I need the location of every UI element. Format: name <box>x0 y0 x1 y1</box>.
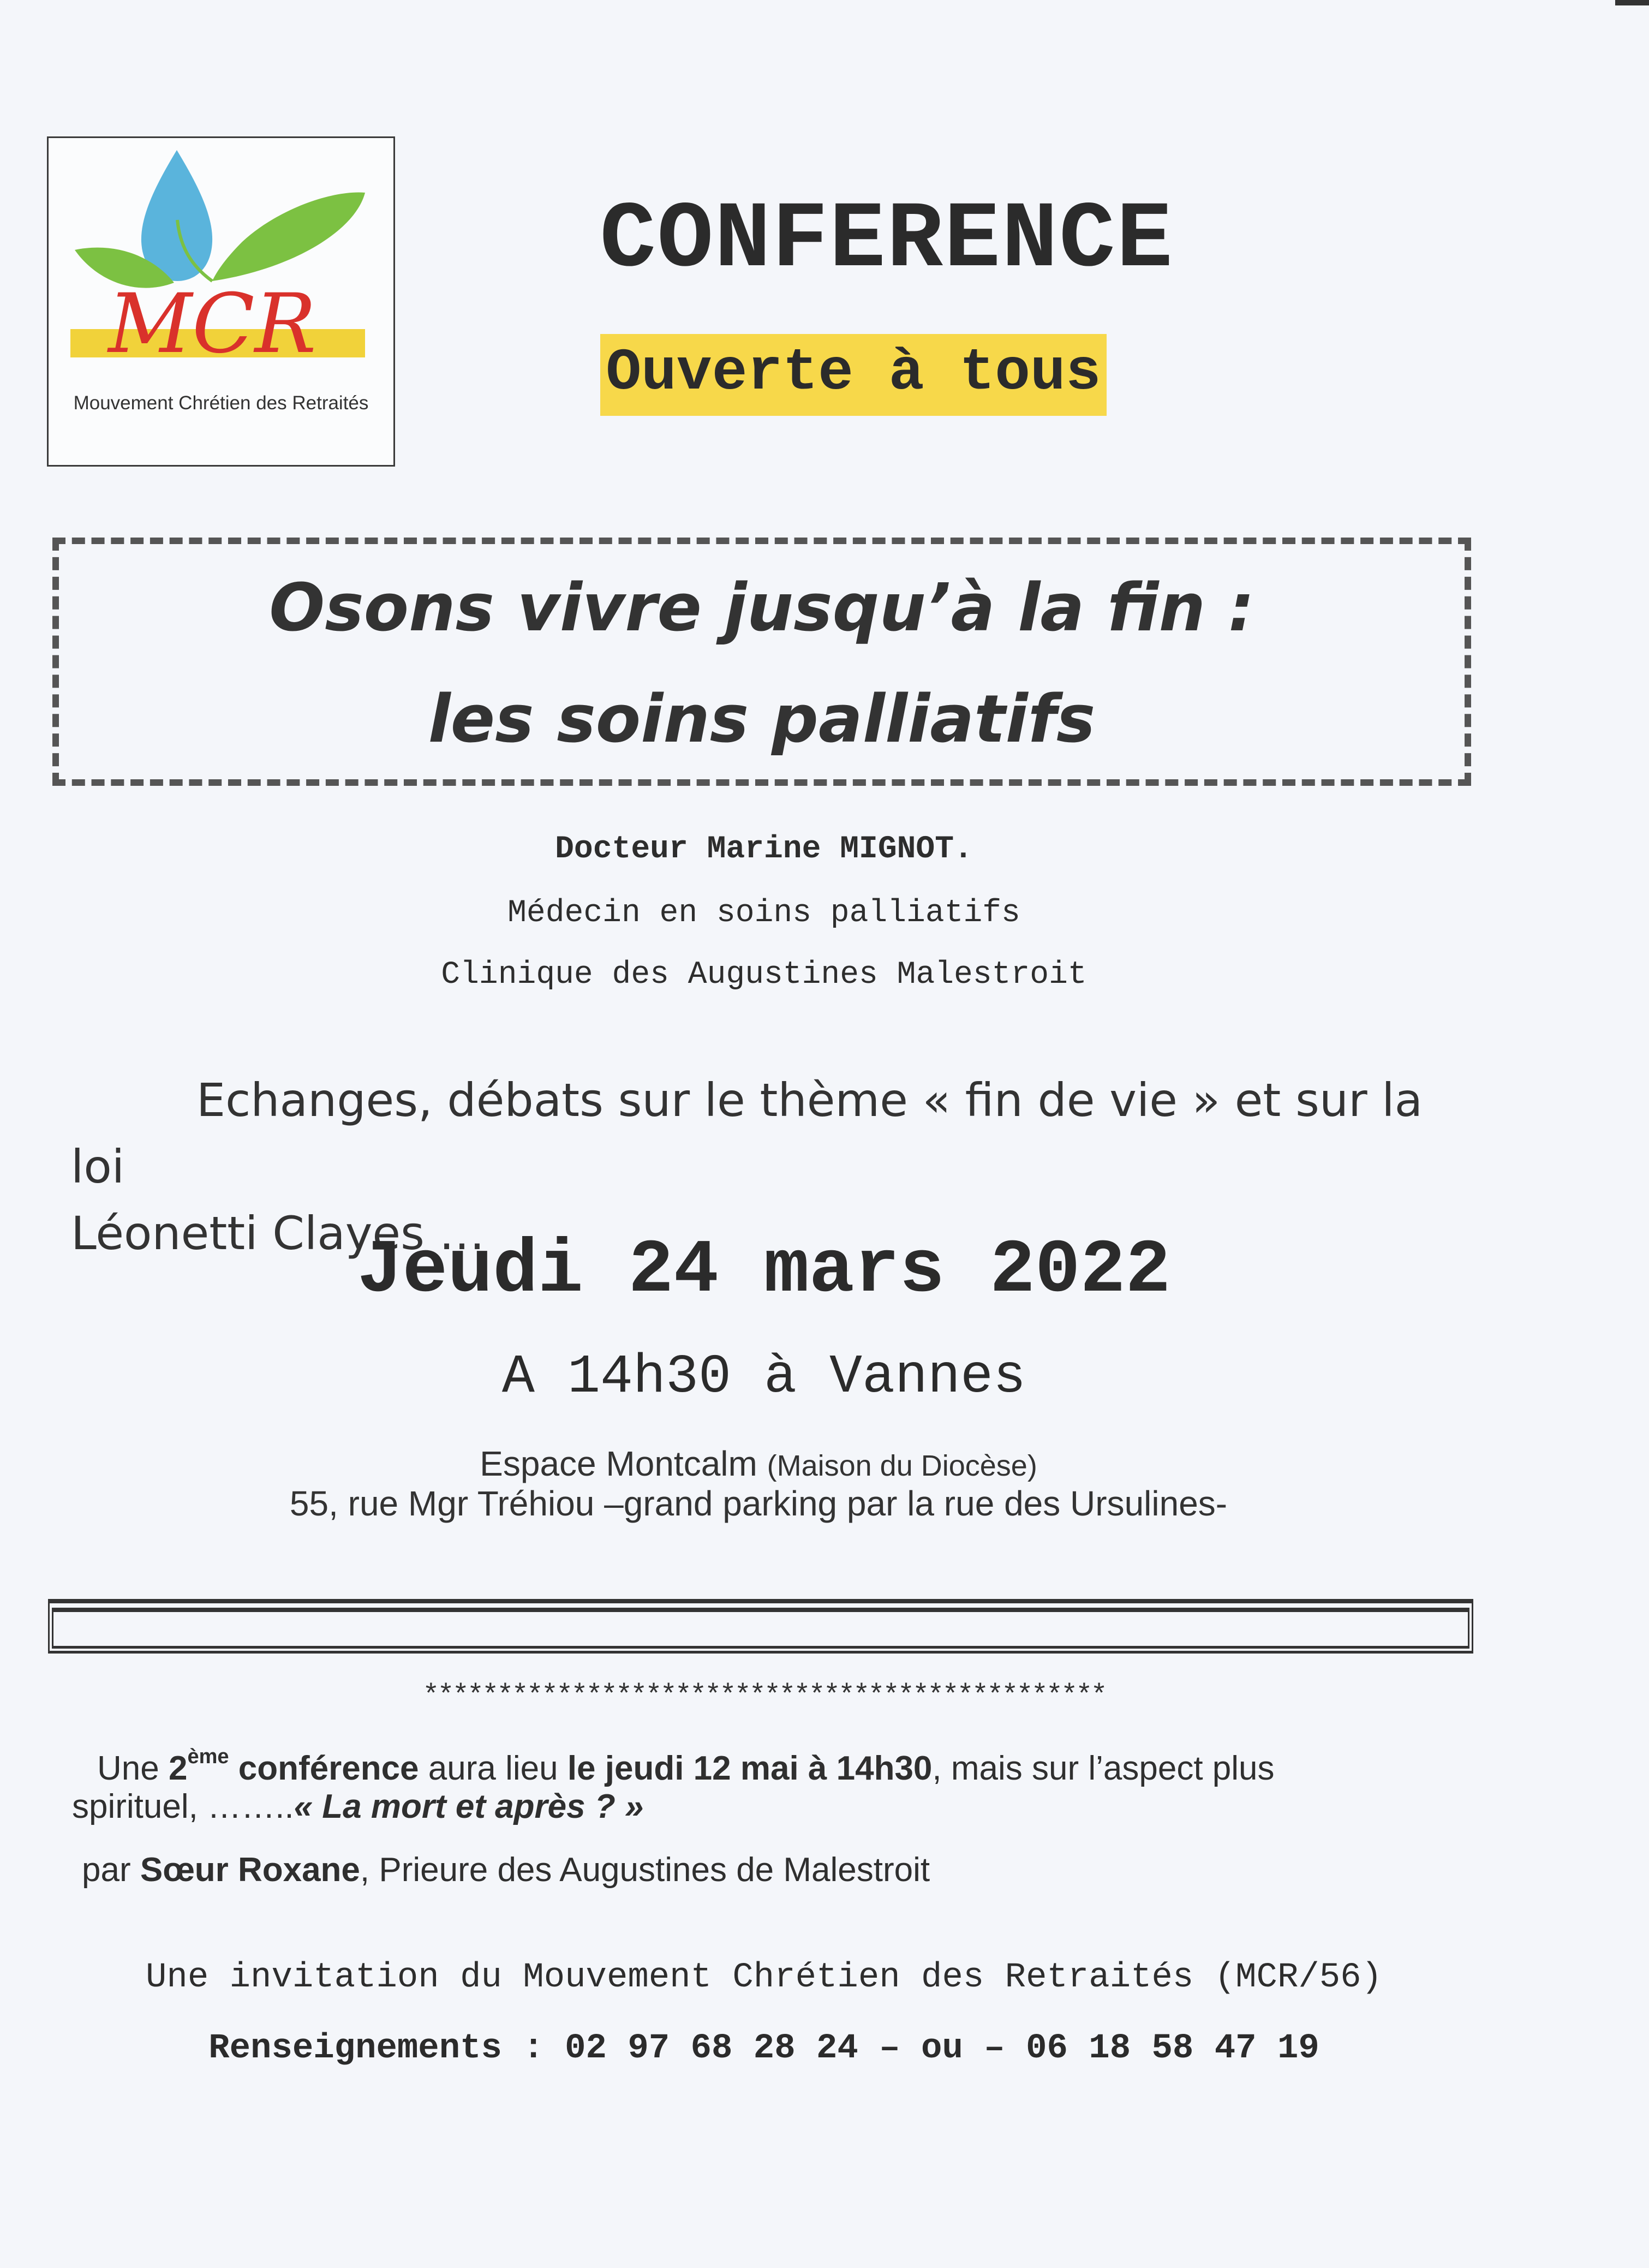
second-speaker-name: Sœur Roxane <box>140 1851 360 1889</box>
divider-frame <box>48 1599 1473 1654</box>
venue-note: (Maison du Diocèse) <box>767 1449 1037 1482</box>
phone-numbers: : 02 97 68 28 24 – ou – 06 18 58 47 19 <box>501 2029 1319 2068</box>
venue-name: Espace Montcalm <box>480 1444 757 1483</box>
theme-line-1: Osons vivre jusqu’à la fin : <box>269 570 1254 646</box>
second-conference-line-1 <box>97 1746 1275 1786</box>
invitation-line: Une invitation du Mouvement Chrétien des Retraités (MCR/56) <box>146 1958 1382 1997</box>
second-conference-line-2 <box>72 1790 643 1824</box>
second-conference-speaker <box>82 1853 930 1887</box>
text-fragment: 2 <box>168 1750 188 1787</box>
speaker-name: Docteur Marine MIGNOT. <box>555 832 973 867</box>
event-date: Jeudi 24 mars 2022 <box>357 1228 1171 1314</box>
logo-caption: Mouvement Chrétien des Retraités <box>73 392 369 414</box>
mcr-logo-graphic <box>49 138 393 465</box>
contact-info <box>0 2031 1528 2066</box>
star-separator: ********************************************** <box>422 1680 1106 1712</box>
page-title: CONFERENCE <box>599 187 1174 294</box>
mcr-logo <box>47 136 395 467</box>
water-drop-icon <box>141 150 212 281</box>
text-fragment: , mais sur l’aspect plus <box>932 1750 1275 1787</box>
text-fragment: Une <box>97 1750 169 1787</box>
exchange-line-2: Léonetti Clayes … <box>71 1207 485 1260</box>
subtitle-highlight <box>600 334 1107 416</box>
text-fragment: par <box>82 1851 140 1889</box>
event-address: 55, rue Mgr Tréhiou –grand parking par la rue des Ursulines- <box>289 1484 1228 1523</box>
text-fragment: conférence <box>229 1750 419 1787</box>
speaker-place: Clinique des Augustines Malestroit <box>441 957 1087 993</box>
text-fragment: ème <box>187 1745 229 1768</box>
text-fragment: aura lieu <box>419 1750 567 1787</box>
exchange-line-1: Echanges, débats sur le thème « fin de vie » et sur la loi <box>71 1073 1423 1193</box>
theme-box <box>52 538 1471 786</box>
page-subtitle: Ouverte à tous <box>606 340 1101 407</box>
text-fragment: , Prieure des Augustines de Malestroit <box>360 1851 930 1889</box>
event-time: A 14h30 à Vannes <box>501 1347 1026 1408</box>
text-fragment: le jeudi 12 mai à 14h30 <box>567 1750 933 1787</box>
mcr-letters: MCR <box>108 277 316 372</box>
text-fragment: spirituel, …….. <box>72 1788 294 1825</box>
theme-line-2: les soins palliatifs <box>428 682 1096 757</box>
scan-edge-mark <box>1615 0 1649 5</box>
info-label: Renseignements <box>208 2029 502 2068</box>
event-venue <box>0 1446 1517 1481</box>
speaker-role: Médecin en soins palliatifs <box>507 896 1020 931</box>
talk-title: « La mort et après ? » <box>294 1788 644 1825</box>
right-leaf-icon <box>212 193 365 281</box>
